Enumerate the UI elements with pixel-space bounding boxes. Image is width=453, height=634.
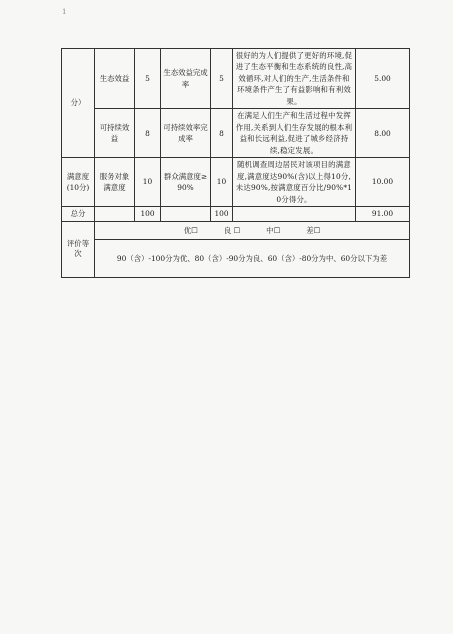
- grade-option-excellent[interactable]: 优☐: [183, 225, 198, 235]
- indicator-cell: 群众满意度≥90%: [161, 158, 211, 207]
- category-cell: 分）: [62, 49, 95, 158]
- grade-label: 评价等次: [62, 221, 95, 277]
- grade-options-row: [62, 221, 410, 239]
- page-mark: 1: [62, 8, 67, 16]
- total-weight: 100: [211, 207, 233, 221]
- grade-option-poor[interactable]: 差☐: [306, 225, 321, 235]
- weight-cell: 8: [211, 109, 233, 158]
- total-row: [62, 207, 410, 221]
- grade-note-row: [62, 240, 410, 278]
- table-row: [62, 49, 410, 109]
- total-label: 总分: [62, 207, 95, 221]
- weight-cell: 5: [211, 49, 233, 109]
- empty-cell: [95, 207, 135, 221]
- score-cell: 5.00: [356, 49, 410, 109]
- evaluation-table: [61, 48, 410, 278]
- grade-option-good[interactable]: 良 ☐: [223, 225, 241, 235]
- empty-cell: [161, 207, 211, 221]
- indicator-cell: 可持续效率完成率: [161, 109, 211, 158]
- table-row: [62, 158, 410, 207]
- category-cell: 满意度(10分): [62, 158, 95, 207]
- empty-cell: [233, 207, 356, 221]
- total-score: 91.00: [356, 207, 410, 221]
- description-cell: 很好的为人们提供了更好的环境,促进了生态平衡和生态系统的良性,高效循环,对人们的生产,生活条件和环境条件产生了有益影响和有利效果。: [233, 49, 356, 109]
- sub-indicator-cell: 可持续效益: [95, 109, 135, 158]
- weight-cell: 10: [211, 158, 233, 207]
- grade-options-cell: [95, 221, 410, 239]
- score-cell: 8.00: [356, 109, 410, 158]
- grade-option-medium[interactable]: 中☐: [266, 225, 281, 235]
- score-cell: 10.00: [356, 158, 410, 207]
- description-cell: 在满足人们生产和生活过程中发挥作用,关系到人们生存发展的根本利益和长远利益,促进了城乡经济持续,稳定发展。: [233, 109, 356, 158]
- total-weight: 100: [135, 207, 161, 221]
- weight-cell: 10: [135, 158, 161, 207]
- weight-cell: 8: [135, 109, 161, 158]
- indicator-cell: 生态效益完成率: [161, 49, 211, 109]
- table-row: [62, 109, 410, 158]
- sub-indicator-cell: 生态效益: [95, 49, 135, 109]
- description-cell: 随机调查周边居民对该项目的满意度,满意度达90%(含)以上得10分,未达90%,按满意度百分比/90%*10分得分。: [233, 158, 356, 207]
- weight-cell: 5: [135, 49, 161, 109]
- sub-indicator-cell: 服务对象满意度: [95, 158, 135, 207]
- grade-note: 90（含）-100分为优、80（含）-90分为良、60（含）-80分为中、60分以下为差: [95, 240, 410, 278]
